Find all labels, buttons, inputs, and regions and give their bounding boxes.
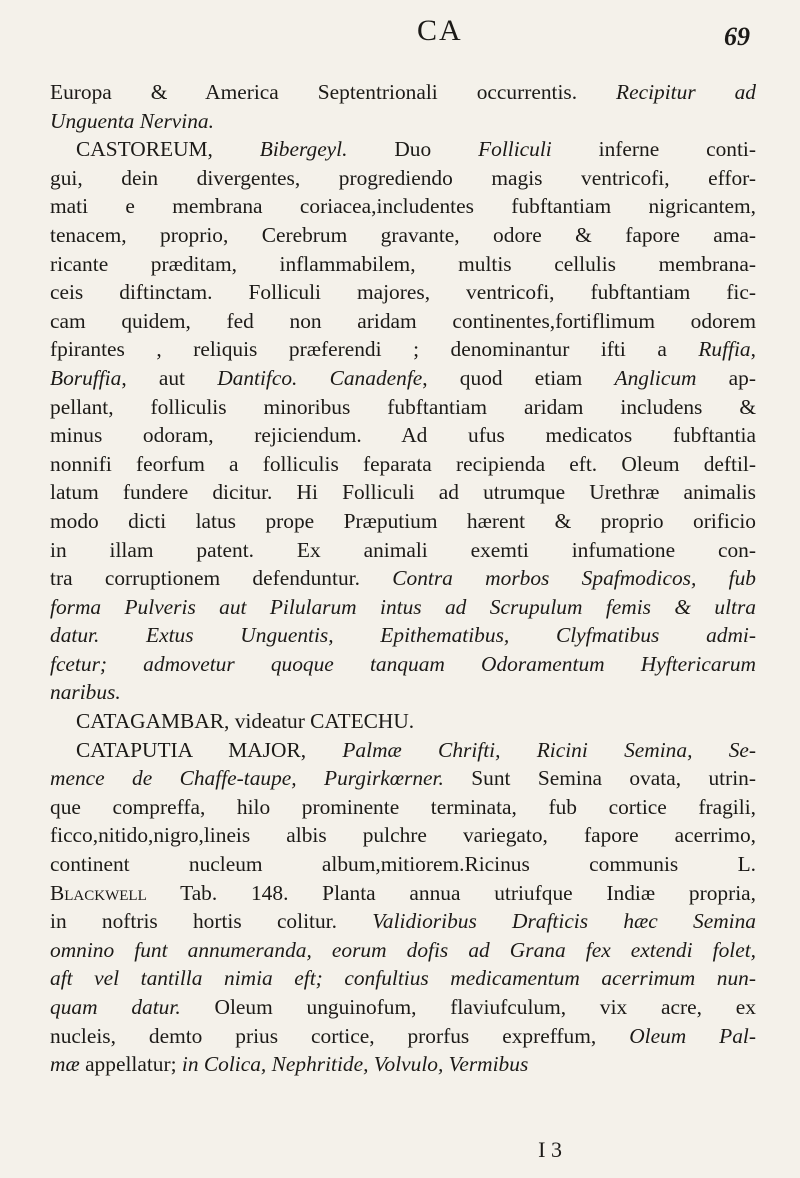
text-segment: Tab. 148. Planta annua utriufque Indiæ propria,: [146, 880, 756, 905]
text-segment: naribus.: [50, 680, 121, 705]
text-segment: CASTOREUM,: [76, 137, 260, 162]
text-segment: nucleis, demto prius cortice, prorfus expreffum,: [50, 1023, 630, 1048]
text-line: [50, 907, 756, 936]
text-segment: nonnifi feorfum a folliculis feparata recipienda eft. Oleum deftil-: [50, 451, 756, 476]
text-line: [50, 536, 756, 565]
text-segment: ap-: [696, 365, 756, 390]
text-segment: CATAPUTIA MAJOR,: [76, 737, 343, 762]
signature-mark: I 3: [538, 1137, 562, 1162]
text-line: [50, 250, 756, 279]
text-segment: Validioribus Drafticis hæc Semina: [372, 909, 756, 934]
text-line: [50, 1022, 756, 1051]
text-line: [50, 507, 756, 536]
text-line: [50, 107, 756, 136]
text-segment: fpirantes , reliquis præferendi ; denominantur ifti a: [50, 337, 699, 362]
text-segment: Contra morbos Spafmodicos, fub: [392, 566, 756, 591]
text-line: [50, 707, 756, 736]
text-segment: Blackwell: [50, 880, 147, 905]
text-line: [50, 621, 756, 650]
text-segment: Dantifco. Canadenfe: [217, 365, 423, 390]
text-line: [50, 736, 756, 765]
running-head: [50, 0, 756, 78]
text-segment: Duo: [347, 137, 479, 162]
text-segment: Ruffia: [698, 337, 751, 362]
body-text: [50, 78, 756, 1079]
paragraph-catapUTIA: [50, 736, 756, 1079]
text-segment: CATAGAMBAR, videatur CATECHU.: [76, 709, 415, 734]
text-segment: minus odoram, rejiciendum. Ad ufus medicatos fubftantia: [50, 423, 756, 448]
text-segment: forma Pulveris aut Pilularum intus ad Scrupulum femis & ultra: [50, 594, 756, 619]
running-title: CA: [417, 14, 463, 47]
paragraph-castoreum: [50, 135, 756, 707]
text-segment: Boruffia: [50, 365, 122, 390]
text-segment: quam datur.: [50, 995, 181, 1019]
text-segment: datur. Extus Unguentis, Epithematibus, Clyfmatibus admi-: [50, 623, 756, 648]
text-segment: Recipitur ad: [616, 80, 756, 104]
text-line: [50, 192, 756, 221]
text-segment: modo dicti latus prope Præputium hærent & proprio orificio: [50, 508, 756, 533]
paragraph-europa: [50, 78, 756, 135]
text-line: [50, 678, 756, 707]
text-segment: in Colica, Nephritide, Volvulo, Vermibus: [181, 1052, 529, 1077]
text-line: [50, 478, 756, 507]
text-segment: , aut: [121, 365, 218, 390]
text-segment: mæ: [50, 1052, 80, 1077]
text-segment: Oleum Pal-: [629, 1023, 756, 1048]
text-line: [50, 135, 756, 164]
text-segment: omnino funt annumeranda, eorum dofis ad Grana fex extendi folet,: [50, 937, 756, 962]
text-segment: mati e membrana coriacea,includentes fubftantiam nigricantem,: [50, 194, 756, 219]
page-number: 69: [724, 22, 750, 51]
text-segment: ricante præditam, inflammabilem, multis cellulis membrana-: [50, 251, 756, 276]
text-segment: ,: [750, 337, 756, 362]
text-segment: Sunt Semina ovata, utrin-: [443, 766, 756, 791]
text-line: [50, 993, 756, 1022]
text-segment: Unguenta Nervina.: [50, 108, 214, 133]
text-line: [50, 307, 756, 336]
text-segment: ficco,nitido,nigro,lineis albis pulchre variegato, fapore acerrimo,: [50, 823, 756, 848]
text-segment: que compreffa, hilo prominente terminata, fub cortice fragili,: [50, 794, 756, 819]
text-segment: gui, dein divergentes, progrediendo magis ventricofi, effor-: [50, 165, 756, 190]
text-line: [50, 850, 756, 879]
text-segment: , quod etiam: [422, 365, 615, 390]
text-line: [50, 764, 756, 793]
text-segment: inferne conti-: [551, 137, 756, 162]
text-segment: Europa & America Septentrionali occurrentis.: [50, 80, 617, 104]
text-line: [50, 650, 756, 679]
text-line: [50, 278, 756, 307]
text-line: [50, 335, 756, 364]
text-line: [50, 564, 756, 593]
text-line: [50, 164, 756, 193]
text-line: [50, 364, 756, 393]
text-segment: Bibergeyl.: [259, 137, 348, 162]
text-line: [50, 393, 756, 422]
text-line: [50, 421, 756, 450]
text-segment: aft vel tantilla nimia eft; confultius medicamentum acerrimum nun-: [50, 966, 756, 991]
text-segment: continent nucleum album,mitiorem.Ricinus communis L.: [50, 852, 756, 877]
text-line: [50, 793, 756, 822]
paragraph-catagambar: [50, 707, 756, 736]
text-line: [50, 450, 756, 479]
text-line: [50, 221, 756, 250]
text-line: [50, 879, 756, 908]
text-segment: tenacem, proprio, Cerebrum gravante, odore & fapore ama-: [50, 222, 756, 247]
text-segment: Palmæ Chrifti, Ricini Semina, Se-: [342, 737, 757, 762]
text-line: [50, 1050, 756, 1079]
text-segment: Folliculi: [478, 137, 552, 162]
text-segment: pellant, folliculis minoribus fubftantiam aridam includens &: [50, 394, 756, 419]
text-segment: ceis diftinctam. Folliculi majores, ventricofi, fubftantiam fic-: [50, 280, 756, 305]
text-line: [50, 593, 756, 622]
text-segment: latum fundere dicitur. Hi Folliculi ad utrumque Urethræ animalis: [50, 480, 756, 505]
text-line: [50, 964, 756, 993]
text-segment: fcetur; admovetur quoque tanquam Odoramentum Hyftericarum: [50, 651, 756, 676]
text-segment: cam quidem, fed non aridam continentes,fortiflimum odorem: [50, 308, 756, 333]
text-segment: in illam patent. Ex animali exemti infumatione con-: [50, 537, 756, 562]
text-segment: appellatur;: [79, 1052, 182, 1077]
text-segment: tra corruptionem defenduntur.: [50, 566, 393, 591]
text-line: [50, 821, 756, 850]
text-segment: mence de Chaffe-taupe, Purgirkœrner.: [50, 766, 444, 791]
text-segment: in noftris hortis colitur.: [50, 909, 373, 934]
text-line: [50, 78, 756, 107]
text-segment: Anglicum: [614, 365, 697, 390]
text-segment: Oleum unguinofum, flaviufculum, vix acre, ex: [180, 995, 756, 1019]
text-line: [50, 936, 756, 965]
